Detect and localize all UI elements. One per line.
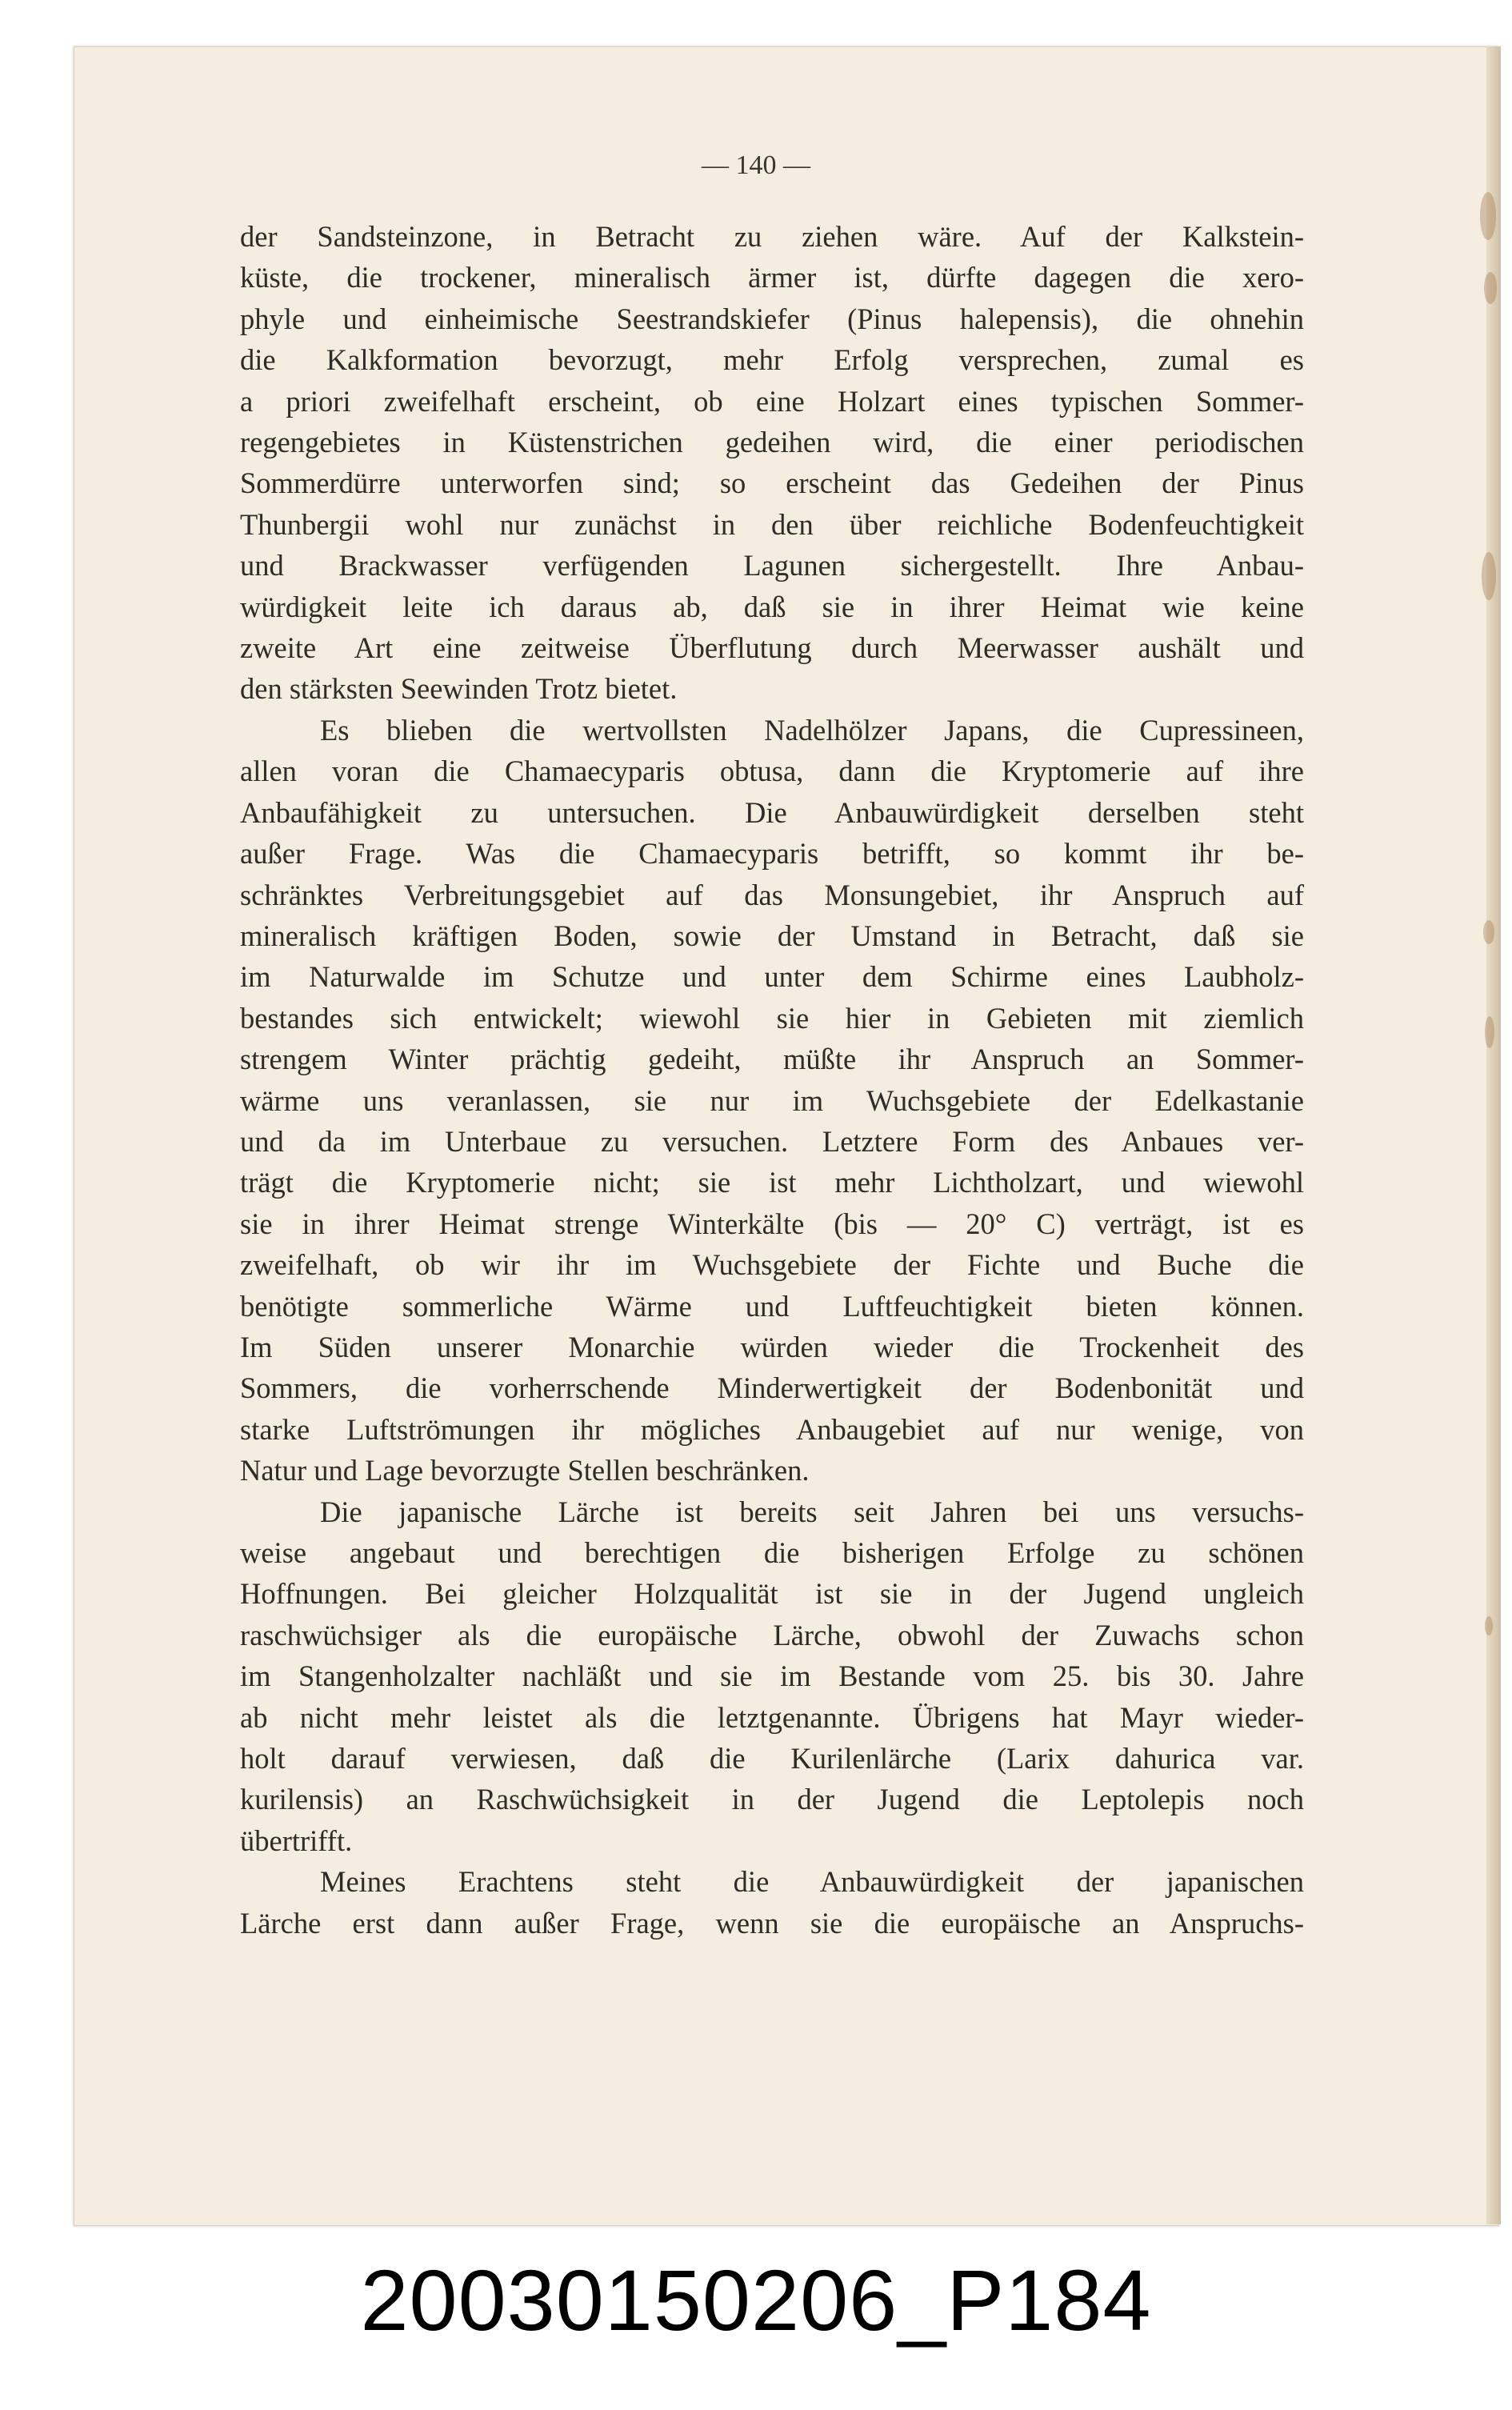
text-line: schränktes Verbreitungsgebiet auf das Monsungebiet, ihr Anspruch auf xyxy=(240,878,1304,911)
text-line: Thunbergii wohl nur zunächst in den über reichliche Bodenfeuchtigkeit xyxy=(240,507,1304,541)
text-line: und da im Unterbaue zu versuchen. Letztere Form des Anbaues ver- xyxy=(240,1124,1304,1158)
paragraph-1 xyxy=(240,216,1304,710)
body-text xyxy=(240,216,1304,1944)
text-line: Lärche erst dann außer Frage, wenn sie die europäische an Anspruchs- xyxy=(240,1906,1304,1940)
text-line: strengem Winter prächtig gedeiht, müßte ihr Anspruch an Sommer- xyxy=(240,1043,1304,1076)
text-line: Im Süden unserer Monarchie würden wieder die Trockenheit des xyxy=(240,1330,1304,1363)
text-line: Die japanische Lärche ist bereits seit Jahren bei uns versuchs- xyxy=(320,1495,1304,1528)
text-line: trägt die Kryptomerie nicht; sie ist mehr Lichtholzart, und wiewohl xyxy=(240,1166,1304,1199)
text-line: Hoffnungen. Bei gleicher Holzqualität ist sie in der Jugend ungleich xyxy=(240,1577,1304,1611)
archive-id-caption: 20030150206_P184 xyxy=(360,2252,1152,2348)
foxing-stain xyxy=(1485,1616,1493,1635)
text-line: a priori zweifelhaft erscheint, ob eine Holzart eines typischen Sommer- xyxy=(240,384,1304,418)
text-line: raschwüchsiger als die europäische Lärche, obwohl der Zuwachs schon xyxy=(240,1618,1304,1651)
text-line: ab nicht mehr leistet als die letztgenannte. Übrigens hat Mayr wieder- xyxy=(240,1700,1304,1734)
text-line: im Stangenholzalter nachläßt und sie im Bestande vom 25. bis 30. Jahre xyxy=(240,1659,1304,1693)
text-line: die Kalkformation bevorzugt, mehr Erfolg versprechen, zumal es xyxy=(240,343,1304,377)
text-line: bestandes sich entwickelt; wiewohl sie hier in Gebieten mit ziemlich xyxy=(240,1001,1304,1035)
page-edge xyxy=(1486,46,1501,2224)
text-line: übertrifft. xyxy=(240,1824,353,1857)
paragraph-2 xyxy=(240,710,1304,1491)
text-line: allen voran die Chamaecyparis obtusa, dann die Kryptomerie auf ihre xyxy=(240,755,1304,788)
text-line: zweite Art eine zeitweise Überflutung durch Meerwasser aushält und xyxy=(240,631,1304,665)
text-line: kurilensis) an Raschwüchsigkeit in der Jugend die Leptolepis noch xyxy=(240,1783,1304,1816)
text-line: Es blieben die wertvollsten Nadelhölzer Japans, die Cupressineen, xyxy=(320,713,1304,747)
foxing-stain xyxy=(1480,192,1496,240)
text-line: regengebietes in Küstenstrichen gedeihen wird, die einer periodischen xyxy=(240,426,1304,459)
text-line: holt darauf verwiesen, daß die Kurilenlärche (Larix dahurica var. xyxy=(240,1742,1304,1775)
text-line: wärme uns veranlassen, sie nur im Wuchsgebiete der Edelkastanie xyxy=(240,1083,1304,1117)
text-line: sie in ihrer Heimat strenge Winterkälte (bis — 20° C) verträgt, ist es xyxy=(240,1207,1304,1240)
text-line: Natur und Lage bevorzugte Stellen beschränken. xyxy=(240,1454,810,1487)
foxing-stain xyxy=(1484,272,1497,304)
text-line: und Brackwasser verfügenden Lagunen sichergestellt. Ihre Anbau- xyxy=(240,549,1304,582)
foxing-stain xyxy=(1485,1016,1494,1048)
text-line: Sommerdürre unterworfen sind; so erscheint das Gedeihen der Pinus xyxy=(240,466,1304,500)
text-line: Sommers, die vorherrschende Minderwertigkeit der Bodenbonität und xyxy=(240,1371,1304,1405)
text-line: würdigkeit leite ich daraus ab, daß sie in ihrer Heimat wie keine xyxy=(240,590,1304,623)
text-line: weise angebaut und berechtigen die bisherigen Erfolge zu schönen xyxy=(240,1536,1304,1569)
text-line: küste, die trockener, mineralisch ärmer ist, dürfte dagegen die xero- xyxy=(240,261,1304,294)
text-line: phyle und einheimische Seestrandskiefer (Pinus halepensis), die ohnehin xyxy=(240,302,1304,335)
text-line: außer Frage. Was die Chamaecyparis betrifft, so kommt ihr be- xyxy=(240,837,1304,871)
text-line: Meines Erachtens steht die Anbauwürdigkeit der japanischen xyxy=(320,1865,1304,1899)
paragraph-3 xyxy=(240,1491,1304,1862)
page-number: — 140 — xyxy=(702,150,810,180)
foxing-stain xyxy=(1483,920,1494,944)
text-line: benötigte sommerliche Wärme und Luftfeuchtigkeit bieten können. xyxy=(240,1289,1304,1323)
text-line: der Sandsteinzone, in Betracht zu ziehen wäre. Auf der Kalkstein- xyxy=(240,220,1304,253)
text-line: den stärksten Seewinden Trotz bietet. xyxy=(240,672,678,706)
foxing-stain xyxy=(1482,552,1496,600)
text-line: Anbaufähigkeit zu untersuchen. Die Anbauwürdigkeit derselben steht xyxy=(240,795,1304,829)
text-line: zweifelhaft, ob wir ihr im Wuchsgebiete der Fichte und Buche die xyxy=(240,1248,1304,1282)
paragraph-4 xyxy=(240,1861,1304,1944)
text-line: mineralisch kräftigen Boden, sowie der Umstand in Betracht, daß sie xyxy=(240,919,1304,952)
text-line: starke Luftströmungen ihr mögliches Anbaugebiet auf nur wenige, von xyxy=(240,1412,1304,1446)
text-line: im Naturwalde im Schutze und unter dem Schirme eines Laubholz- xyxy=(240,960,1304,994)
